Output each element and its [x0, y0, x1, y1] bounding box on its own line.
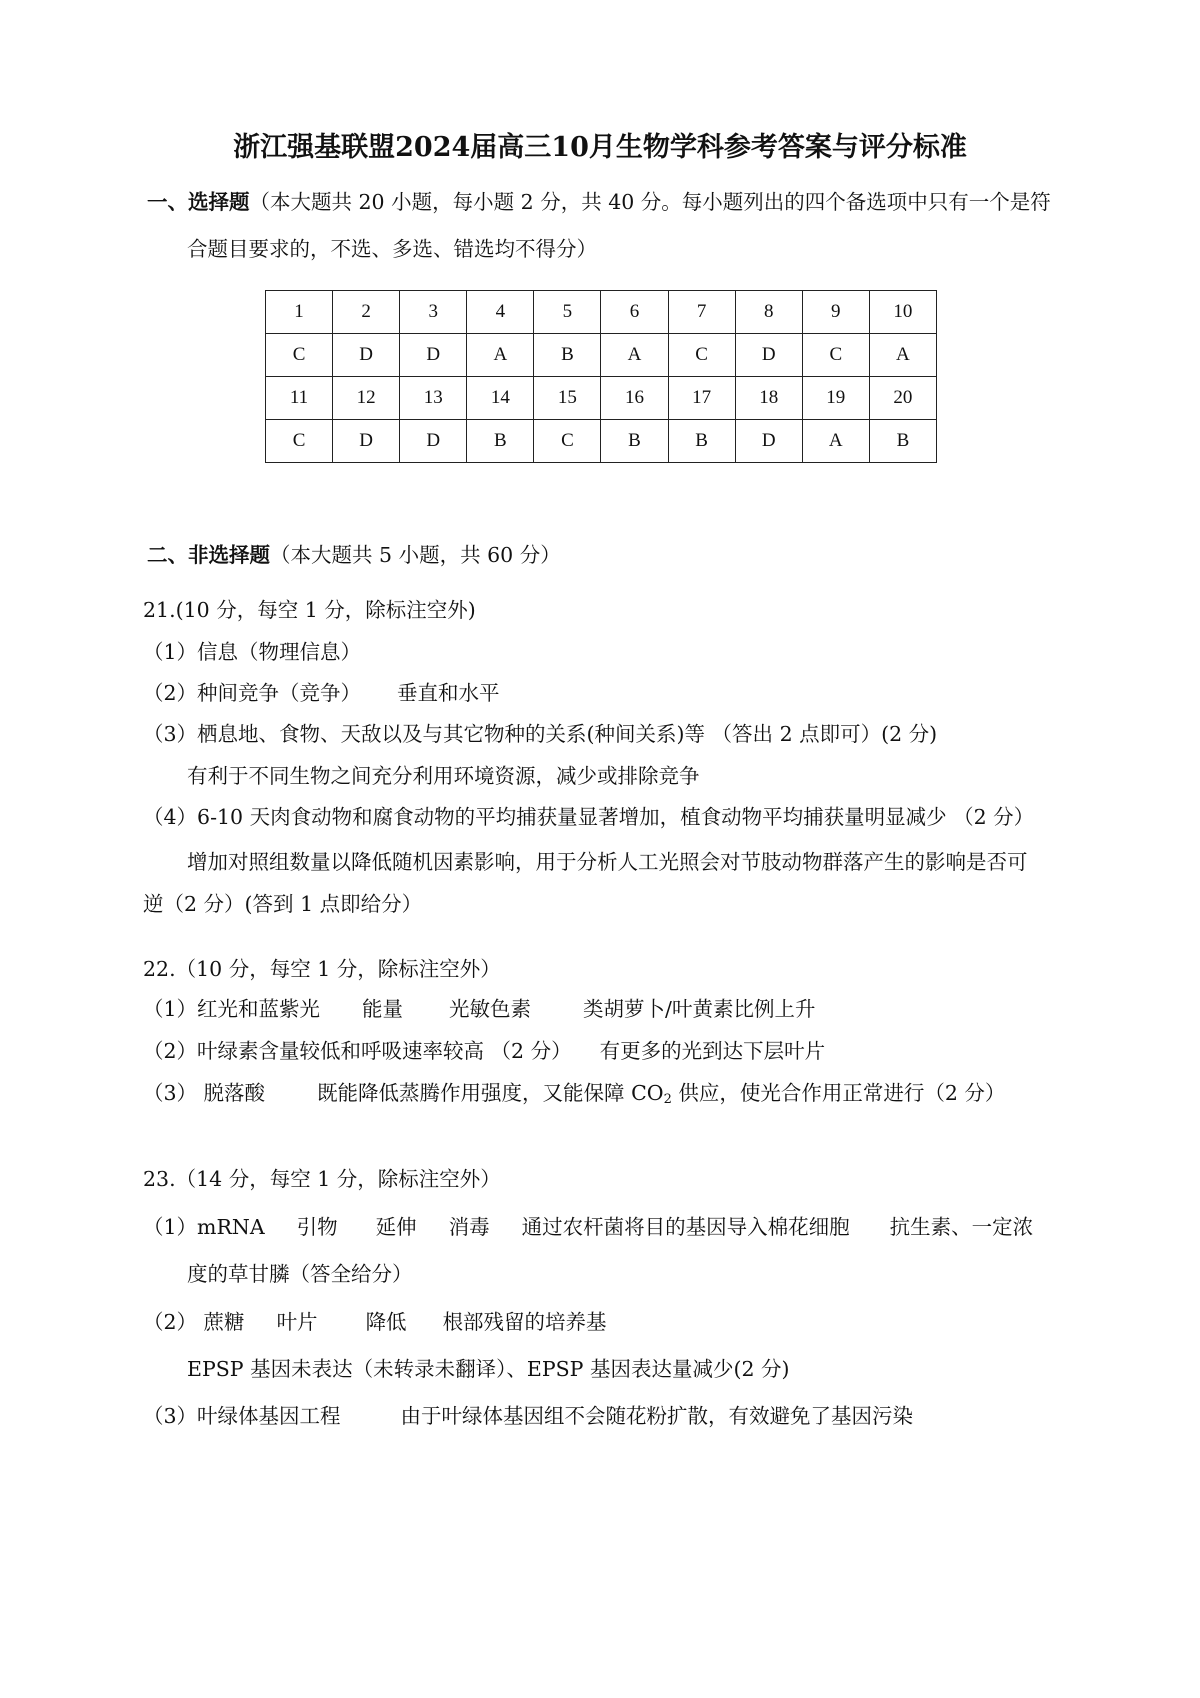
table-cell: 17 [668, 377, 735, 420]
section2-line [147, 543, 561, 568]
table-cell: B [534, 334, 601, 377]
table-row [266, 420, 937, 463]
table-row [266, 377, 937, 420]
q23-2-a: （2） 蔗糖 [143, 1310, 245, 1334]
table-cell: 12 [333, 377, 400, 420]
table-cell: 2 [333, 291, 400, 334]
q22-answer-3 [143, 1081, 1005, 1108]
table-cell: 10 [869, 291, 936, 334]
section2-heading: 二、非选择题 [147, 543, 270, 567]
table-cell: 3 [400, 291, 467, 334]
q23-3-b: 由于叶绿体基因组不会随花粉扩散，有效避免了基因污染 [400, 1404, 914, 1428]
answer-table [265, 290, 937, 463]
table-cell: D [735, 420, 802, 463]
q23-3-a: （3）叶绿体基因工程 [143, 1404, 341, 1428]
table-row [266, 334, 937, 377]
table-cell: 14 [467, 377, 534, 420]
q22-header: 22.（10 分，每空 1 分，除标注空外） [143, 957, 501, 981]
q23-1-c: 延伸 [375, 1215, 417, 1239]
table-cell: 18 [735, 377, 802, 420]
q22-1-d: 类胡萝卜/叶黄素比例上升 [583, 997, 816, 1021]
section1-desc2: 合题目要求的，不选、多选、错选均不得分） [187, 237, 597, 261]
co2-subscript: 2 [663, 1092, 672, 1107]
page-title: 浙江强基联盟2024届高三10月生物学科参考答案与评分标准 [233, 132, 967, 163]
table-cell: C [668, 334, 735, 377]
q23-2-c: 降低 [365, 1310, 407, 1334]
table-cell: A [869, 334, 936, 377]
q22-answer-2 [143, 1039, 825, 1064]
table-cell: 19 [802, 377, 869, 420]
q21-answer-2 [143, 681, 500, 706]
table-cell: A [601, 334, 668, 377]
table-cell: B [601, 420, 668, 463]
table-cell: B [668, 420, 735, 463]
section1-desc1: （本大题共 20 小题，每小题 2 分，共 40 分。每小题列出的四个备选项中只有一个是符 [249, 190, 1051, 214]
q23-1-f: 抗生素、一定浓 [889, 1215, 1034, 1239]
table-cell: A [802, 420, 869, 463]
table-cell: D [333, 420, 400, 463]
q21-header: 21.(10 分，每空 1 分，除标注空外) [143, 598, 476, 622]
table-cell: 9 [802, 291, 869, 334]
table-row [266, 291, 937, 334]
table-cell: 4 [467, 291, 534, 334]
q23-1-d: 消毒 [448, 1215, 490, 1239]
section1-heading: 一、选择题 [147, 190, 250, 214]
q22-3-a: （3） 脱落酸 [143, 1081, 266, 1105]
q22-2-a: （2）叶绿素含量较低和呼吸速率较高 （2 分） [143, 1039, 572, 1063]
q21-answer-3: （3）栖息地、食物、天敌以及与其它物种的关系(种间关系)等 （答出 2 点即可）(2 分) [143, 722, 938, 746]
table-cell: C [534, 420, 601, 463]
q23-header: 23.（14 分，每空 1 分，除标注空外） [143, 1167, 501, 1191]
table-cell: D [400, 334, 467, 377]
table-cell: D [735, 334, 802, 377]
q23-answer-2b: EPSP 基因未表达（未转录未翻译）、EPSP 基因表达量减少(2 分) [187, 1357, 790, 1381]
table-cell: C [802, 334, 869, 377]
q21-answer-4: （4）6-10 天肉食动物和腐食动物的平均捕获量显著增加，植食动物平均捕获量明显减少 （2 分） [143, 805, 1035, 829]
table-cell: B [467, 420, 534, 463]
table-cell: D [333, 334, 400, 377]
q21-answer-2a: （2）种间竞争（竞争） [143, 681, 362, 705]
q21-answer-1: （1）信息（物理信息） [143, 640, 362, 664]
q22-1-b: 能量 [362, 997, 404, 1021]
table-cell: 16 [601, 377, 668, 420]
table-cell: 5 [534, 291, 601, 334]
q22-1-c: 光敏色素 [449, 997, 532, 1021]
q23-1-e: 通过农杆菌将目的基因导入棉花细胞 [521, 1215, 850, 1239]
q22-3-c: 供应，使光合作用正常进行（2 分） [671, 1081, 1006, 1105]
table-cell: D [400, 420, 467, 463]
table-cell: 20 [869, 377, 936, 420]
section1-line1 [147, 190, 1051, 215]
table-cell: B [869, 420, 936, 463]
table-cell: 6 [601, 291, 668, 334]
table-cell: 1 [266, 291, 333, 334]
q23-answer-2 [143, 1310, 607, 1335]
table-cell: 8 [735, 291, 802, 334]
table-cell: 13 [400, 377, 467, 420]
q22-answer-1 [143, 997, 815, 1022]
q21-answer-4c: 逆（2 分）(答到 1 点即给分） [143, 892, 423, 916]
table-cell: 11 [266, 377, 333, 420]
q21-answer-3b: 有利于不同生物之间充分利用环境资源，减少或排除竞争 [187, 764, 700, 788]
table-cell: A [467, 334, 534, 377]
table-cell: C [266, 334, 333, 377]
q23-answer-1 [143, 1215, 1033, 1240]
q23-answer-1b: 度的草甘膦（答全给分） [187, 1262, 413, 1286]
q23-1-a: （1）mRNA [143, 1215, 265, 1239]
section2-desc: （本大题共 5 小题，共 60 分） [270, 543, 561, 567]
table-cell: 15 [534, 377, 601, 420]
q22-1-a: （1）红光和蓝紫光 [143, 997, 321, 1021]
q22-3-b: 既能降低蒸腾作用强度，又能保障 CO [317, 1081, 664, 1105]
q23-1-b: 引物 [296, 1215, 338, 1239]
q23-answer-3 [143, 1404, 913, 1429]
table-cell: 7 [668, 291, 735, 334]
table-cell: C [266, 420, 333, 463]
q23-2-b: 叶片 [276, 1310, 318, 1334]
q22-2-b: 有更多的光到达下层叶片 [599, 1039, 826, 1063]
q21-answer-2b: 垂直和水平 [397, 681, 500, 705]
q21-answer-4b: 增加对照组数量以降低随机因素影响，用于分析人工光照会对节肢动物群落产生的影响是否可 [187, 850, 1028, 874]
q23-2-d: 根部残留的培养基 [442, 1310, 607, 1334]
